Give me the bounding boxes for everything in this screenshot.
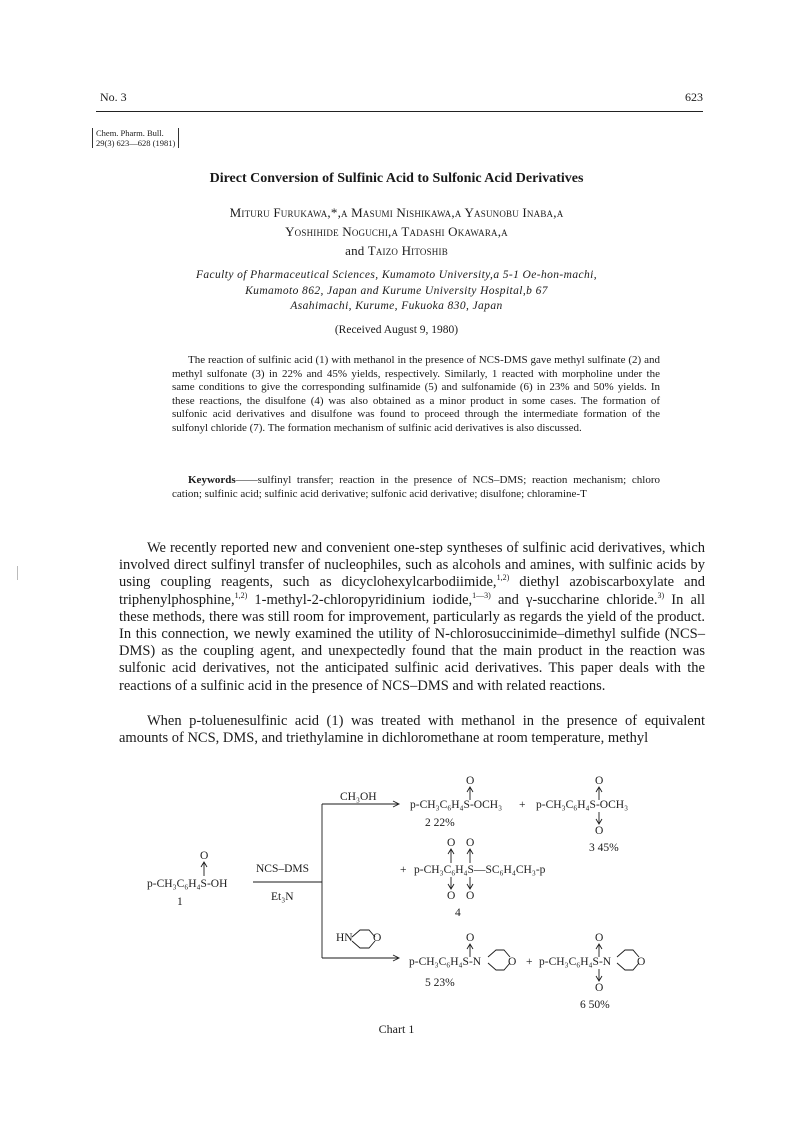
c6-ring [617,950,639,970]
citation-volume: 29(3) 623—628 (1981) [96,138,176,148]
keywords [172,474,660,501]
authors-line-3 [0,241,793,260]
p1-text-c: 1-methyl-2-chloropyridinium iodide, [247,591,473,608]
abstract: The reaction of sulfinic acid (1) with methanol in the presence of NCS-DMS gave methyl sulfinate (2) and methyl sulfonate (3) in 22% and 45% yields, respectively. Similarly, 1 reacted with morpholine under the same conditions to give the corresponding sulfinamide (5) and sulfonamide (6) in 23% and 50% yields. In these reactions, the disulfone (4) was also obtained as a minor product in some cases. The formation of sulfonic acid derivatives and disulfone was found to proceed through the intermediate formation of the sulfonyl chloride (7). The formation mechanism of sulfinic acid derivatives is also discussed. [172,354,660,434]
c5-oxygen: O [466,932,475,944]
journal-citation [92,128,179,148]
article-title: Direct Conversion of Sulfinic Acid to Sulfonic Acid Derivatives [209,171,584,186]
p1-text-b: diethyl azobiscarboxylate and triphenylphosphine, [119,574,705,608]
citation-journal: Chem. Pharm. Bull. [96,128,164,138]
ref-1-3: 1—3) [472,590,491,600]
margin-mark [17,566,18,580]
reaction-scheme [0,760,793,1060]
running-head [100,90,703,105]
plus-5-6: + [526,956,533,968]
reagent-methanol: CH₃OH [340,791,377,803]
c4-oxygen-3: O [447,890,456,902]
c3-formula: p-CH₃C₆H₄S-OCH₃ [536,799,629,811]
p1-text-a: We recently reported new and convenient one-step syntheses of sulfinic acid derivatives, which involved direct sulfinyl transfer of nucleophiles, such as alcohols and amines, with sulfinic acids by using coupling reagents, such as dicyclohexylcarbodiimide, [119,540,705,591]
start-number: 1 [177,896,183,908]
c3-label: 3 45% [589,842,619,854]
authors-and: and [345,243,365,258]
c4-formula: p-CH₃C₆H₄S—SC₆H₄CH₃-p [414,864,546,876]
c6-label: 6 50% [580,999,610,1011]
c4-number: 4 [455,907,461,919]
c5-formula: p-CH₃C₆H₄S-N [409,956,482,968]
c4-oxygen-1: O [447,837,456,849]
body-paragraph-1 [119,540,705,695]
c6-formula: p-CH₃C₆H₄S-N [539,956,612,968]
ref-1-2-b: 1,2) [234,590,248,600]
author-list [0,203,793,260]
morpholine-oxygen: O [373,932,382,944]
authors-line-2: Yoshihide Noguchi,a Tadashi Okawara,a [285,224,508,239]
c5-ring [488,950,510,970]
start-oxygen: O [200,850,209,862]
affiliation-line-2: Kumamoto 862, Japan and Kurume University Hospital,b 67 [245,284,548,297]
affiliation [0,268,793,315]
ref-1-2: 1,2) [496,573,510,583]
authors-line-1: Mituru Furukawa,*,a Masumi Nishikawa,a Yasunobu Inaba,a [229,205,564,220]
c6-oxygen-top: O [595,932,604,944]
p1-text-e: In all these methods, there was still room for improvement, particularly as regards the yield of the product. In this connection, we newly examined the utility of N-chlorosuccinimide–dimethyl sulfide (NCS–DMS) as the coupling agent, and unexpectedly found that the main product in the reaction was sulfonic acid derivatives, not the anticipated sulfinic acid derivatives. This paper deals with the reactions of a sulfinic acid in the presence of NCS–DMS and with related reactions. [119,591,705,694]
plus-2-3: + [519,799,526,811]
morpholine-ring [352,930,375,948]
condition-ncs-dms: NCS–DMS [256,863,310,875]
keywords-text: sulfinyl transfer; reaction in the presence of NCS–DMS; reaction mechanism; chloro cation; sulfinic acid; sulfinic acid derivative; sulfonic acid derivative; disulfone; chloramine-T [172,474,660,500]
authors-last: Taizo Hitoshib [367,243,448,258]
c3-oxygen-bottom: O [595,825,604,837]
condition-et3n: Et₃N [271,891,294,903]
ref-3: 3) [657,590,665,600]
affiliation-line-3: Asahimachi, Kurume, Fukuoka 830, Japan [290,300,503,312]
c4-oxygen-2: O [466,837,475,849]
keywords-label: Keywords [188,474,236,486]
c6-oxygen-bottom: O [595,982,604,994]
chart-caption: Chart 1 [378,1022,415,1036]
keywords-dash: —— [235,474,258,486]
received-date: (Received August 9, 1980) [334,324,459,336]
header-rule [96,111,703,112]
c4-oxygen-4: O [466,890,475,902]
p1-text-d: and γ-succharine chloride. [490,591,658,608]
body-paragraph-2: When p-toluenesulfinic acid (1) was treated with methanol in the presence of equivalent amounts of NCS, DMS, and triethylamine in dichloromethane at room temperature, methyl [119,713,705,747]
c2-formula: p-CH₃C₆H₄S-OCH₃ [410,799,503,811]
affiliation-line-1: Faculty of Pharmaceutical Sciences, Kumamoto University,a 5-1 Oe-hon-machi, [195,269,598,281]
plus-4: + [400,864,407,876]
c2-oxygen: O [466,775,475,787]
reagent-morpholine: HN [336,932,353,944]
page-number: 623 [685,90,703,104]
c6-ring-oxygen: O [637,956,646,968]
c5-label: 5 23% [425,977,455,989]
c2-label: 2 22% [425,817,455,829]
start-formula: p-CH₃C₆H₄S-OH [147,878,228,890]
c3-oxygen-top: O [595,775,604,787]
issue-number: No. 3 [100,90,127,104]
c5-ring-oxygen: O [508,956,517,968]
